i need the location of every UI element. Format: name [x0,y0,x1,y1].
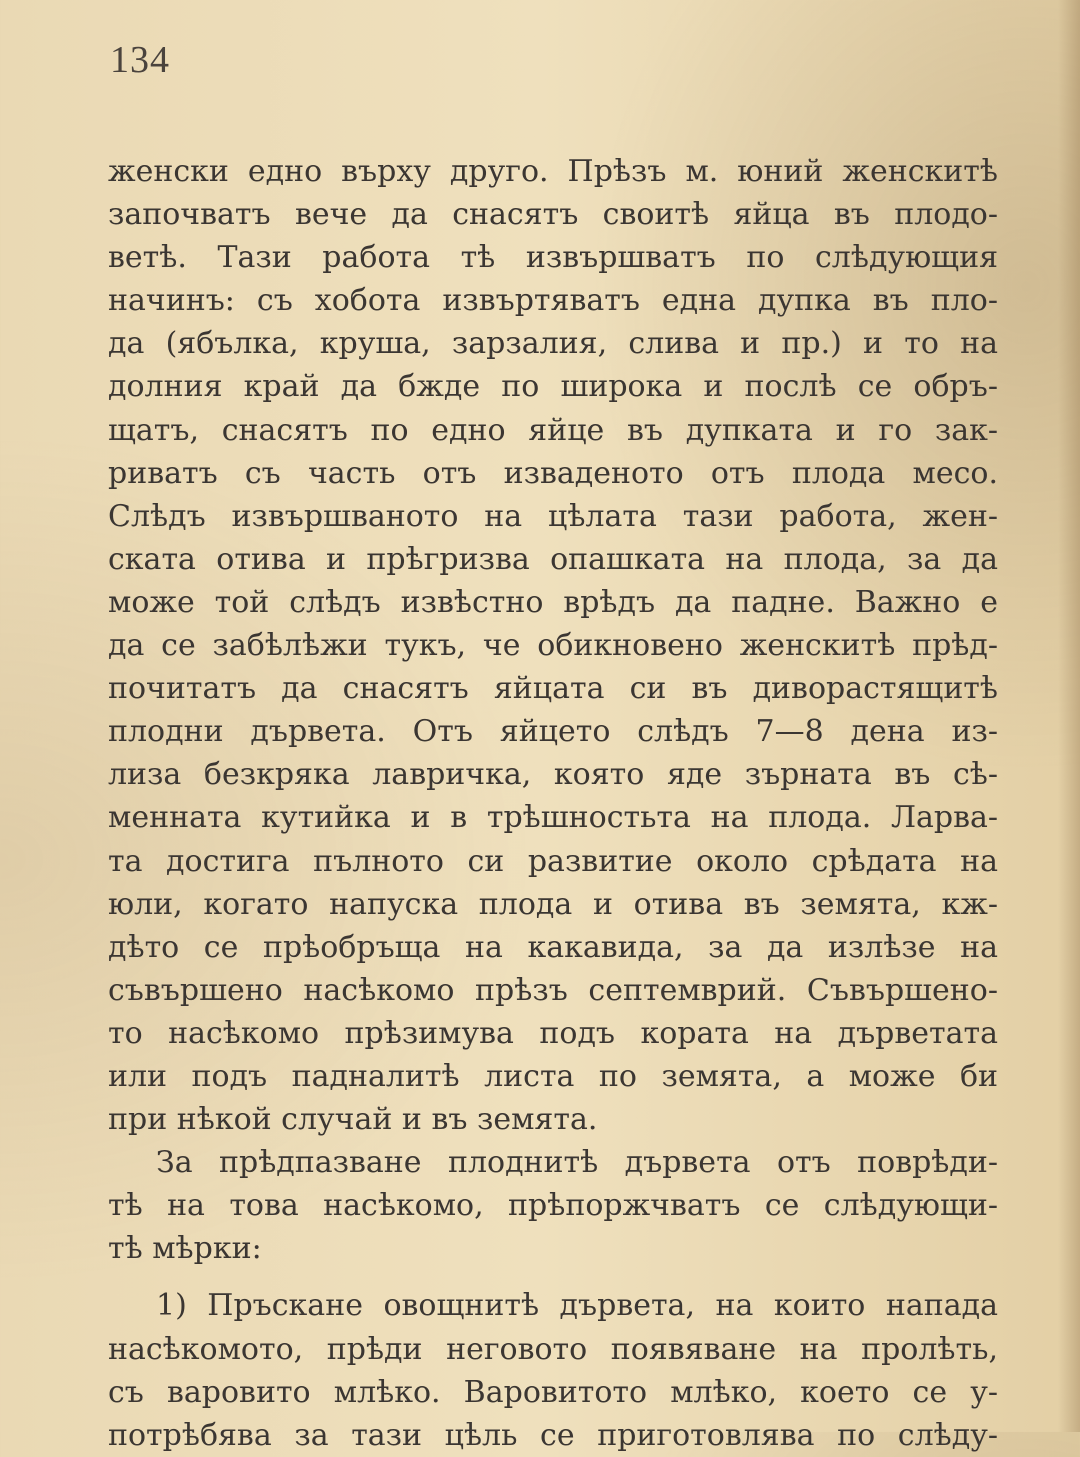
text-line: ската отива и прѣгризва опашката на плода, за да [108,541,998,577]
page-number: 134 [110,39,170,81]
page-edge-shadow [1058,0,1080,1432]
text-line: женски едно върху друго. Прѣзъ м. юний женскитѣ [108,154,998,189]
text-line: да се забѣлѣжи тукъ, че обикновено женскитѣ прѣд- [108,628,998,664]
text-line: долния край да бжде по широка и послѣ се обръ- [108,369,998,405]
paragraph-2 [108,1141,998,1270]
text-line: да (ябълка, круша, зарзалия, слива и пр.) и то на [108,326,998,362]
text-line: или подъ падналитѣ листа по земята, а може би [108,1058,998,1094]
text-line: Слѣдъ извършваното на цѣлата тази работа, жен- [108,498,998,534]
text-line: започватъ вече да снасятъ своитѣ яйца въ плодо- [108,197,998,233]
text-line: 1) Пръскане овощнитѣ дървета, на които напада [156,1288,998,1324]
text-line: насѣкомото, прѣди неговото появяване на пролѣть, [108,1331,998,1367]
text-line: начинъ: съ хобота извъртяватъ една дупка въ пло- [108,283,998,319]
text-line: при нѣкой случай и въ земята. [108,1102,598,1138]
text-line: то насѣкомо прѣзимува подъ кората на дърветата [108,1015,998,1051]
paragraph-1 [108,150,998,1141]
text-line: ветѣ. Тази работа тѣ извършватъ по слѣдующия [108,240,998,276]
text-line: лиза безкряка лавричка, която яде зърната въ сѣ- [108,757,998,793]
paragraph-3 [108,1284,998,1456]
text-line: почитатъ да снасятъ яйцата си въ диворастящитѣ [108,671,998,707]
text-line: менната кутийка и в трѣшностьта на плода. Ларва- [108,800,998,836]
paragraph-gap [108,1270,998,1284]
text-line: риватъ съ часть отъ изваденото отъ плода месо. [108,455,998,491]
text-line: плодни дървета. Отъ яйцето слѣдъ 7—8 дена из- [108,714,998,750]
text-line: За прѣдпазване плоднитѣ дървета отъ поврѣди- [156,1145,998,1181]
text-line: може той слѣдъ извѣстно врѣдъ да падне. Важно е [108,584,998,620]
text-line: потрѣбява за тази цѣль се приготовлява по слѣду- [108,1417,998,1453]
text-line: тѣ на това насѣкомо, прѣпоржчватъ се слѣдующи- [108,1188,998,1224]
text-line: тѣ мѣрки: [108,1231,262,1267]
text-line: та достига пълното си развитие около срѣдата на [108,843,998,879]
text-line: щатъ, снасятъ по едно яйце въ дупката и го зак- [108,412,998,448]
text-line: съвършено насѣкомо прѣзъ септемврий. Съвършено- [108,972,998,1008]
body-text [108,150,998,1457]
text-line: юли, когато напуска плода и отива въ земята, кж- [108,886,998,922]
text-line: дѣто се прѣобръща на какавида, за да излѣзе на [108,929,998,965]
text-line: съ варовито млѣко. Варовитото млѣко, което се у- [108,1374,998,1410]
